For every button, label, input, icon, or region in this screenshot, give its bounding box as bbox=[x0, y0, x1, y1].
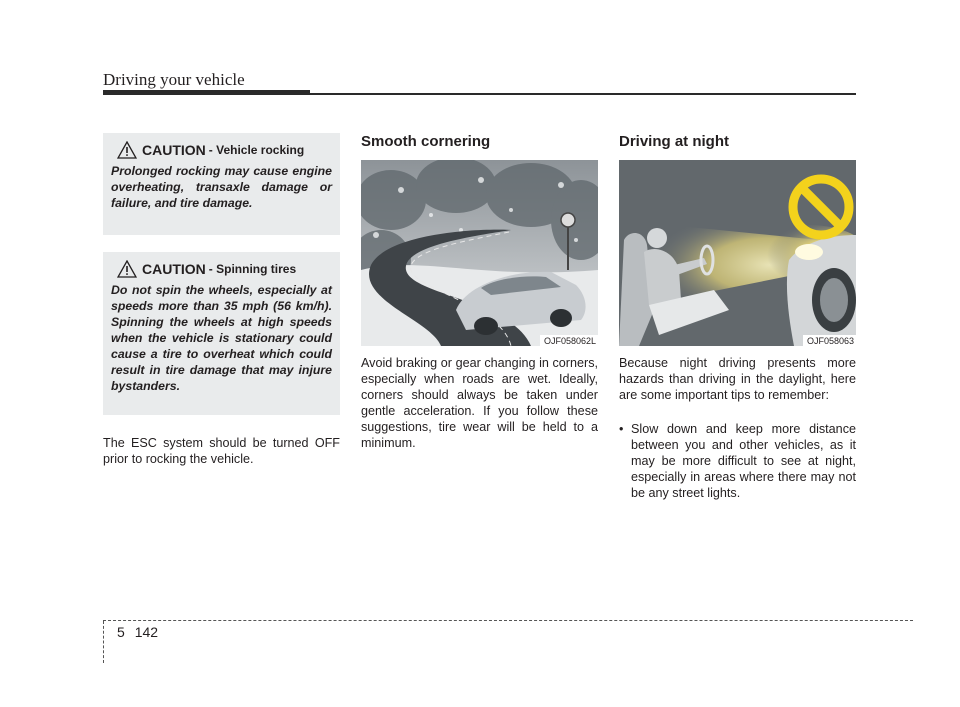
page-header-title: Driving your vehicle bbox=[103, 70, 245, 89]
caution-label: CAUTION bbox=[142, 142, 206, 158]
header-rule-thin bbox=[310, 93, 856, 95]
night-intro-text: Because night driving presents more hazards than driving in the daylight, here are some important tips to remember: bbox=[619, 356, 856, 402]
header-rule-thick bbox=[103, 90, 310, 95]
section-number: 5 bbox=[117, 624, 125, 640]
cornering-illustration bbox=[361, 160, 598, 346]
warning-triangle-icon bbox=[117, 260, 137, 278]
night-driving-illustration bbox=[619, 160, 856, 346]
esc-note-text: The ESC system should be turned OFF prior to rocking the vehicle. bbox=[103, 436, 340, 466]
driving-at-night-title: Driving at night bbox=[619, 133, 729, 150]
image-code: OJF058062L bbox=[540, 335, 598, 346]
warning-triangle-icon bbox=[117, 141, 137, 159]
caution-spinning-tires bbox=[103, 252, 340, 415]
smooth-cornering-text: Avoid braking or gear changing in corners, especially when roads are wet. Ideally, corners should always be taken under gentle acceleration. If you follow these suggestions, tire wear will be held to a minimum. bbox=[361, 356, 598, 450]
page-number-value: 142 bbox=[134, 624, 159, 640]
page-number bbox=[117, 624, 158, 640]
smooth-cornering-title: Smooth cornering bbox=[361, 133, 491, 150]
image-code: OJF058063 bbox=[803, 335, 856, 346]
winding-road-graphic bbox=[361, 160, 598, 346]
night-tip-text: Slow down and keep more distance between you and other vehicles, as it may be more difficult to see at night, especially in areas where there may not be any street lights. bbox=[631, 422, 856, 500]
caution-body: Prolonged rocking may cause engine overheating, transaxle damage or failure, and tire damage. bbox=[111, 164, 332, 210]
caution-label: CAUTION bbox=[142, 261, 206, 277]
headlight-glare-graphic bbox=[619, 160, 856, 346]
caution-vehicle-rocking bbox=[103, 133, 340, 235]
caution-subtitle: - Spinning tires bbox=[208, 262, 297, 276]
caution-subtitle: - Vehicle rocking bbox=[208, 143, 305, 157]
caution-body: Do not spin the wheels, especially at speeds more than 35 mph (56 km/h). Spinning the wheels at high speeds when the vehicle is stationary could cause a tire to overheat which could result in tire damage that may injure bystanders. bbox=[111, 283, 332, 393]
footer-vertical-rule bbox=[103, 621, 104, 663]
footer-rule bbox=[103, 620, 913, 621]
night-tip-item bbox=[619, 421, 856, 501]
bullet-dot-icon: • bbox=[619, 422, 624, 436]
